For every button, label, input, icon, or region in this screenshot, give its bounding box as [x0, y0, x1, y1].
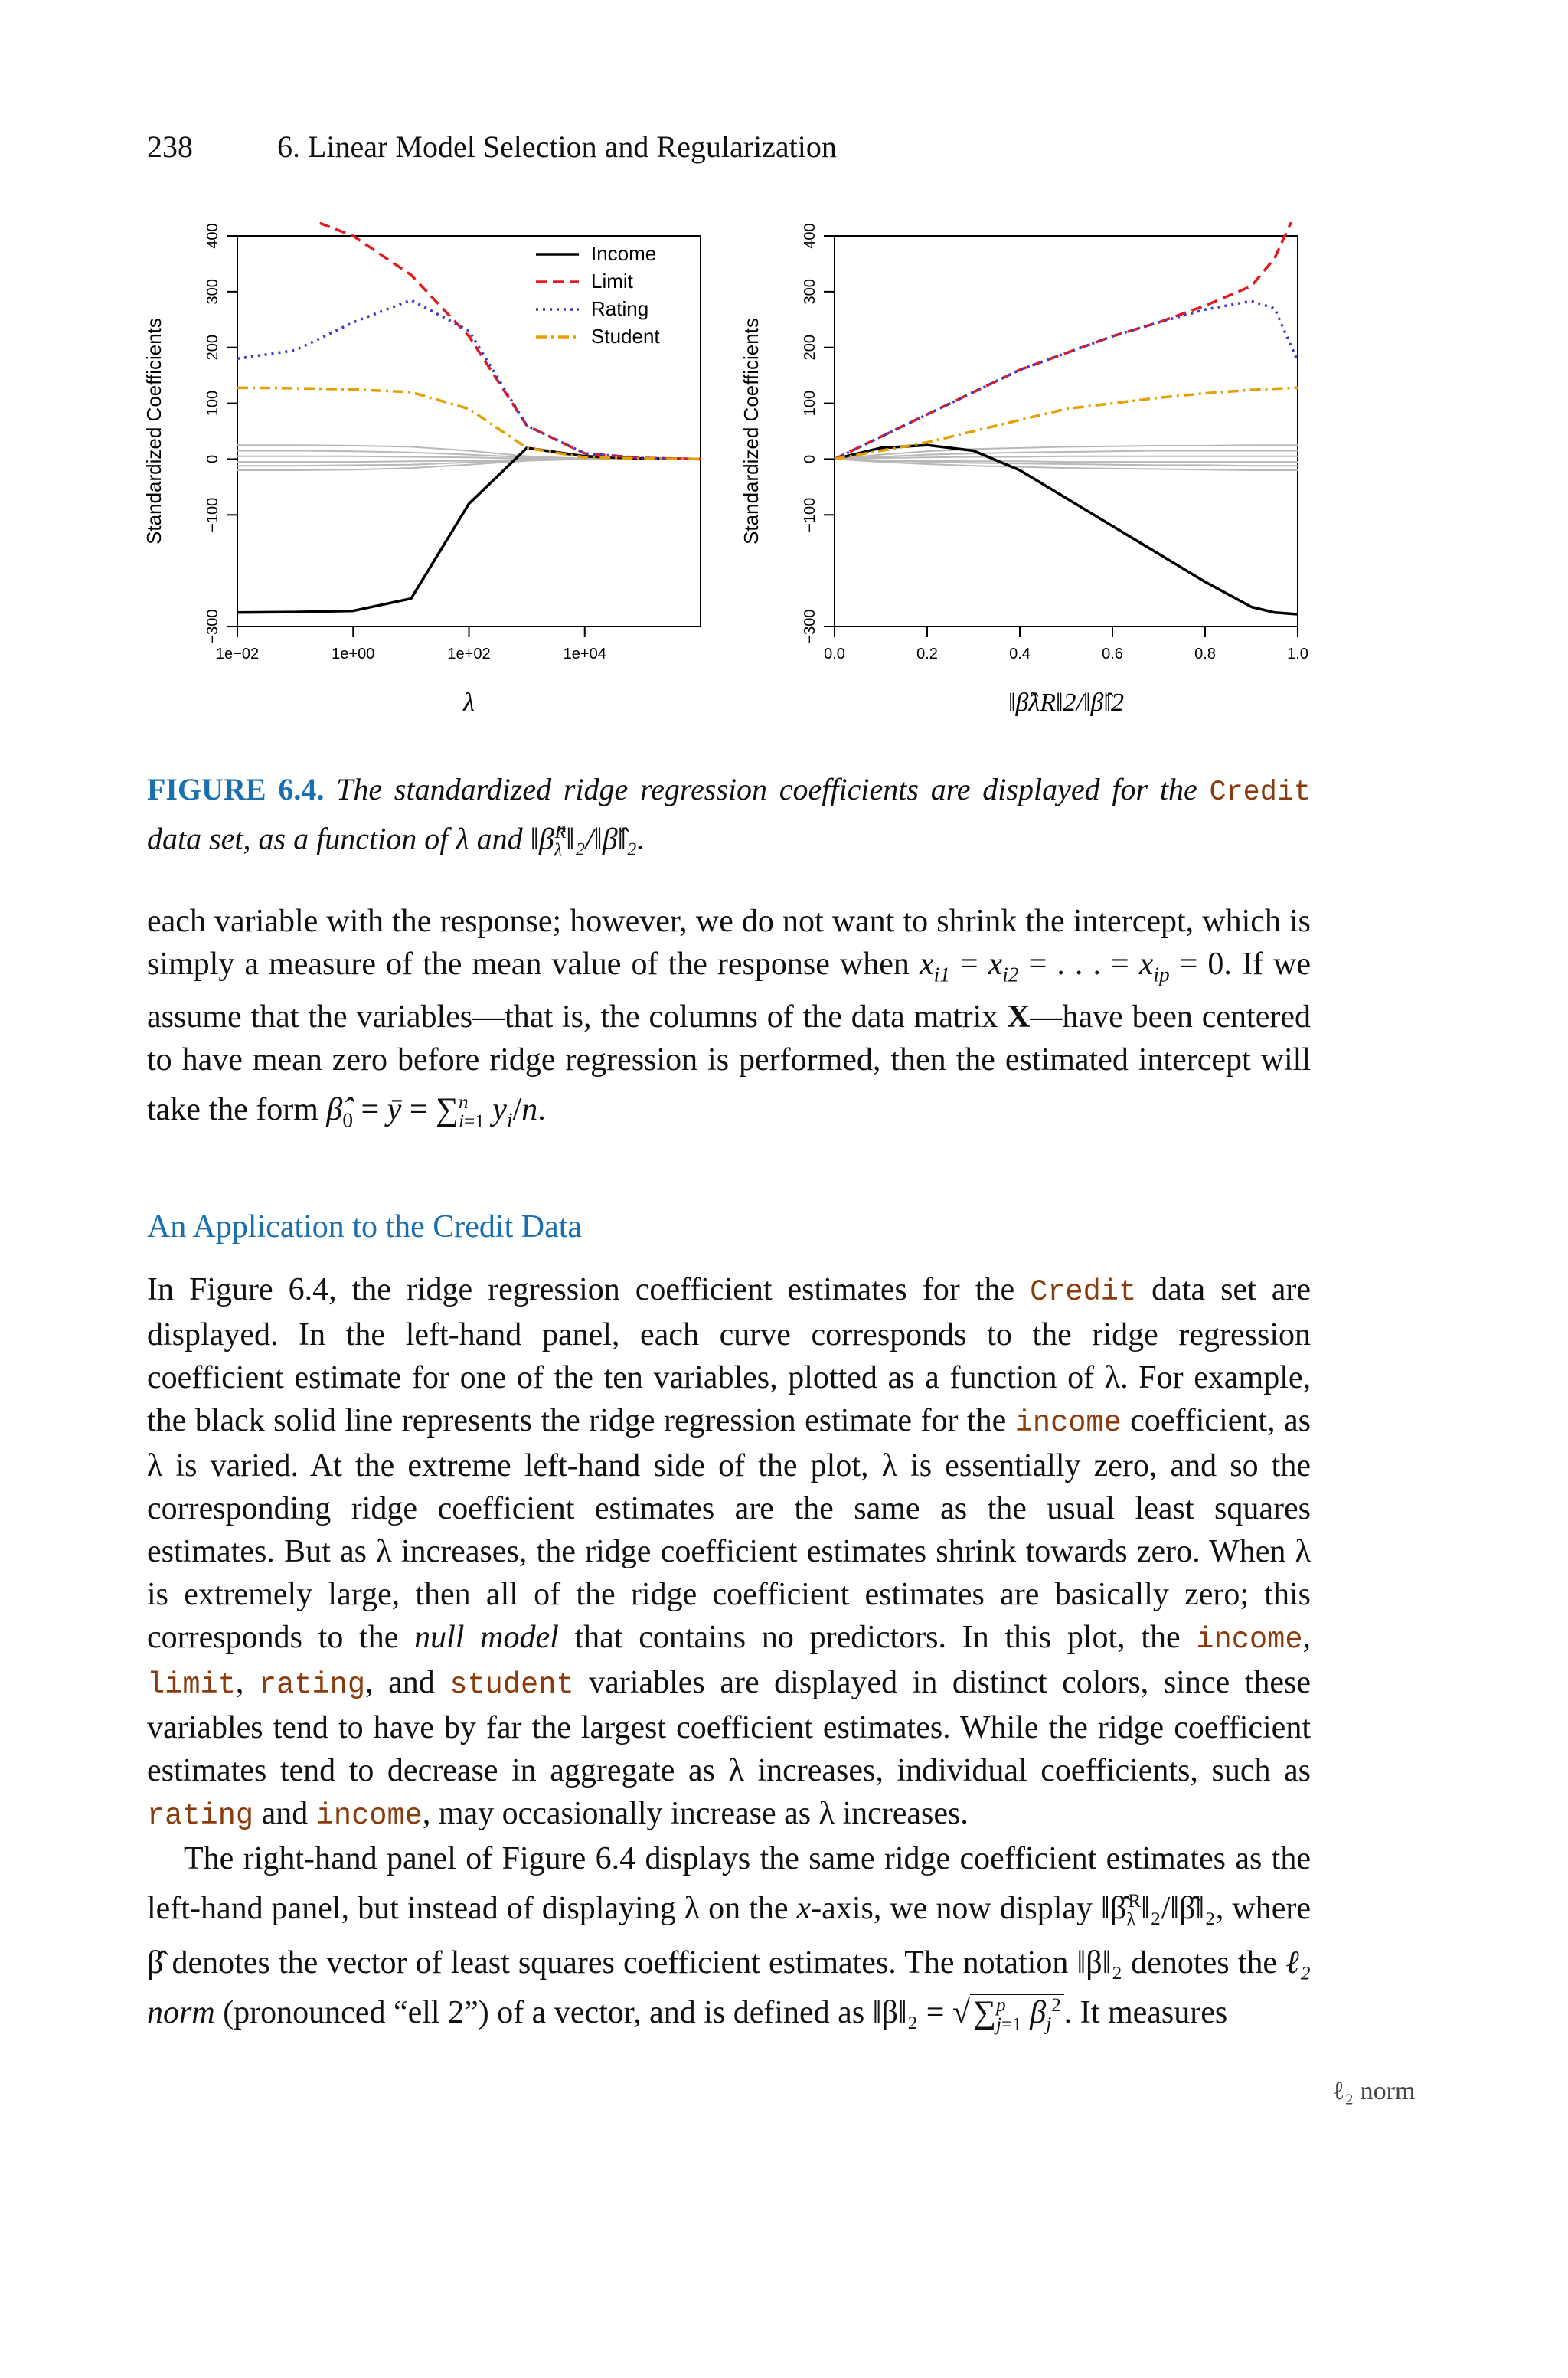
code-income: income: [1014, 1406, 1122, 1440]
p2-text-e: variables are displayed in distinct colors, since these variables tend to have by far the largest coefficient estimates. While the ridge coefficient estimates tend to decrease in aggregate as λ increases, individual coefficients, such as: [147, 1665, 1311, 1788]
p1-text-c: —have been centered to have mean zero before ridge regression is performed, then the estimated intercept will take the form: [147, 999, 1311, 1128]
y-axis-label: Standardized Coefficients: [142, 318, 165, 545]
running-title: 6. Linear Model Selection and Regularization: [277, 129, 837, 164]
caption-text-2: data set, as a function of λ and ‖β̂: [147, 821, 554, 856]
plot-frame: [237, 236, 701, 626]
figure-label: FIGURE 6.4.: [147, 772, 325, 806]
series-line-rating: [237, 300, 701, 460]
x-axis-label: ‖β̂λR‖2/‖β̂‖2: [1008, 689, 1124, 717]
code-rating: rating: [258, 1668, 366, 1702]
series-line-rating: [835, 301, 1298, 459]
p2-text-c: coefficient, as λ is varied. At the extreme left-hand side of the plot, λ is essentially zero, and so the corresponding ridge coefficient estimates are the same as the usual least squares estimates. But as λ increases, the ridge coefficient estimates shrink towards zero. When λ is extremely large, then all of the ridge coefficient estimates are basically zero; this corresponds to the: [147, 1403, 1311, 1655]
code-income-3: income: [315, 1799, 423, 1833]
y-tick-label: 300: [204, 279, 221, 305]
page-number: 238: [147, 129, 193, 164]
legend-label-rating: Rating: [591, 297, 649, 320]
p3-text-c: ‖₂/‖β̂‖₂, where β̂ denotes the vector of least squares coefficient estimates. The notation ‖β‖₂ denotes the: [147, 1891, 1311, 1981]
code-credit: Credit: [1030, 1275, 1137, 1309]
code-income-2: income: [1196, 1623, 1303, 1657]
y-tick-label: 200: [802, 335, 818, 361]
p2-comma-1: ,: [1302, 1620, 1311, 1655]
series-line-student: [835, 388, 1298, 459]
p2-text-b: data set are displayed. In the left-hand panel, each curve corresponds to the ridge regression coefficient estimate for one of the ten variables, plotted as a function of λ. For example, the black solid line represents the ridge regression estimate for the: [147, 1272, 1311, 1438]
x-tick-label: 0.4: [1009, 646, 1031, 662]
p3-text-b: -axis, we now display ‖β̂: [811, 1891, 1127, 1926]
p2-and: , and: [365, 1665, 450, 1700]
section-title: An Application to the Credit Data: [147, 1209, 583, 1245]
y-axis-label: Standardized Coefficients: [740, 318, 763, 545]
x-tick-label: 1e−02: [215, 646, 260, 662]
y-tick-label: −300: [802, 609, 818, 644]
l2-norm-formula: √∑$^p_{j=1}$ $\beta_j^2$: [952, 1994, 1064, 2030]
x-tick-label: 1e+02: [447, 646, 491, 662]
x-tick-label: 0.6: [1102, 646, 1123, 662]
figure-caption: FIGURE 6.4. The standardized ridge regression coefficients are displayed for the Credit data set, as a function of λ and $‖\betâ_\lambda^R‖_2/‖\betâ‖_2$.: [147, 772, 1311, 861]
legend-label-limit: Limit: [591, 270, 633, 293]
paragraph-2: In Figure 6.4, the ridge regression coefficient estimates for the Credit data set are displayed. In the left-hand panel, each curve corresponds to the ridge regression coefficient estimate for one of the ten variables, plotted as a function of λ. For example, the black solid line represents the ridge regression estimate for the income coefficient, as λ is varied. At the extreme left-hand side of the plot, λ is essentially zero, and so the corresponding ridge coefficient estimates are the same as the usual least squares estimates. But as λ increases, the ridge coefficient estimates shrink towards zero. When λ is extremely large, then all of the ridge coefficient estimates are basically zero; this corresponds to the null model that contains no predictors. In this plot, the income, limit, rating, and student variables are displayed in distinct colors, since these variables tend to have by far the largest coefficient estimates. While the ridge coefficient estimates tend to decrease in aggregate as λ increases, individual coefficients, such as rating and income, may occasionally increase as λ increases. The right-hand panel of Figure 6.4 displays the same ridge coefficient estimates as the left-hand panel, but instead of displaying λ on the x-axis, we now display $‖\betâ_\lambda^R‖_2/‖\betâ‖_2$, where β̂ denotes the vector of least squares coefficient estimates. The notation ‖β‖₂ denotes the ℓ₂ norm (pronounced “ell 2”) of a vector, and is defined as ‖β‖₂ = √∑$^p_{j=1}$ $\beta_j^2$. It measures: [147, 1272, 1311, 2035]
caption-text-3: ‖₂/‖β̂‖₂.: [566, 821, 645, 856]
p3-text-e: . It measures: [1063, 1995, 1228, 2031]
y-tick-label: −300: [204, 609, 221, 644]
p2-text-f: and: [253, 1796, 316, 1831]
y-tick-label: −100: [802, 497, 818, 532]
y-tick-label: 400: [204, 223, 221, 249]
y-tick-label: 200: [204, 335, 221, 361]
p2-text-g: , may occasionally increase as λ increases.: [422, 1796, 969, 1831]
term-l2-norm: ℓ₂ norm: [147, 1945, 1311, 2031]
caption-code-credit: Credit: [1209, 777, 1311, 809]
ridge-coefficients-vs-norm-ratio-chart: [735, 222, 1317, 728]
data-matrix-symbol: X: [1007, 999, 1031, 1035]
x-tick-label: 1.0: [1287, 646, 1308, 662]
running-header: [147, 129, 837, 165]
p3-text-d: (pronounced “ell 2”) of a vector, and is defined as ‖β‖₂ =: [214, 1995, 952, 2031]
y-tick-label: 0: [204, 454, 221, 463]
code-student: student: [449, 1668, 574, 1702]
p1-text-b: = 0. If we assume that the variables—that is, the columns of the data matrix: [147, 947, 1311, 1035]
term-null-model: null model: [414, 1620, 559, 1655]
p1-text-a: each variable with the response; however, we do not want to shrink the intercept, which is simply a measure of the mean value of the response when: [147, 904, 1311, 982]
x-tick-label: 0.2: [916, 646, 938, 662]
margin-note: ℓ₂ norm: [1332, 2077, 1416, 2105]
ridge-coefficients-vs-lambda-chart: [138, 222, 720, 728]
y-tick-label: −100: [204, 497, 221, 532]
y-tick-label: 100: [802, 390, 818, 417]
series-line-other-3: [835, 456, 1298, 460]
p2-text-a: In Figure 6.4, the ridge regression coefficient estimates for the: [147, 1272, 1031, 1307]
legend-label-student: Student: [591, 325, 660, 348]
p2-comma-2: ,: [235, 1665, 259, 1700]
x-axis-label: λ: [463, 689, 475, 717]
y-tick-label: 300: [802, 279, 818, 305]
x-tick-label: 0.8: [1194, 646, 1216, 662]
code-limit: limit: [147, 1668, 236, 1702]
y-tick-label: 0: [802, 454, 818, 463]
series-line-limit: [835, 222, 1298, 459]
y-tick-label: 400: [802, 223, 818, 249]
caption-text-1: The standardized ridge regression coefficients are displayed for the: [336, 772, 1197, 806]
x-tick-label: 1e+04: [563, 646, 606, 662]
y-tick-label: 100: [204, 390, 221, 417]
paragraph-1: each variable with the response; however, we do not want to shrink the intercept, which is simply a measure of the mean value of the response when $x_{i1} = x_{i2}$ = . . . = $x_{ip} = 0$. If we assume that the variables—that is, the columns of the data matrix X—have been centered to have mean zero before ridge regression is performed, then the estimated intercept will take the form $\betâ_0$ = ȳ = ∑$^n_{i=1}$ $y_i/n$.: [147, 904, 1311, 1132]
series-line-student: [237, 388, 701, 459]
x-axis-symbol: x: [796, 1891, 812, 1926]
series-line-income: [237, 448, 701, 613]
x-tick-label: 1e+00: [332, 646, 375, 662]
p2-text-d: that contains no predictors. In this plot, the: [558, 1620, 1197, 1655]
p3-text-a: The right-hand panel of Figure 6.4 displays the same ridge coefficient estimates as the left-hand panel, but instead of displaying λ on the: [147, 1841, 1311, 1926]
code-rating-2: rating: [147, 1799, 254, 1833]
x-tick-label: 0.0: [824, 646, 845, 662]
legend-label-income: Income: [591, 242, 657, 265]
